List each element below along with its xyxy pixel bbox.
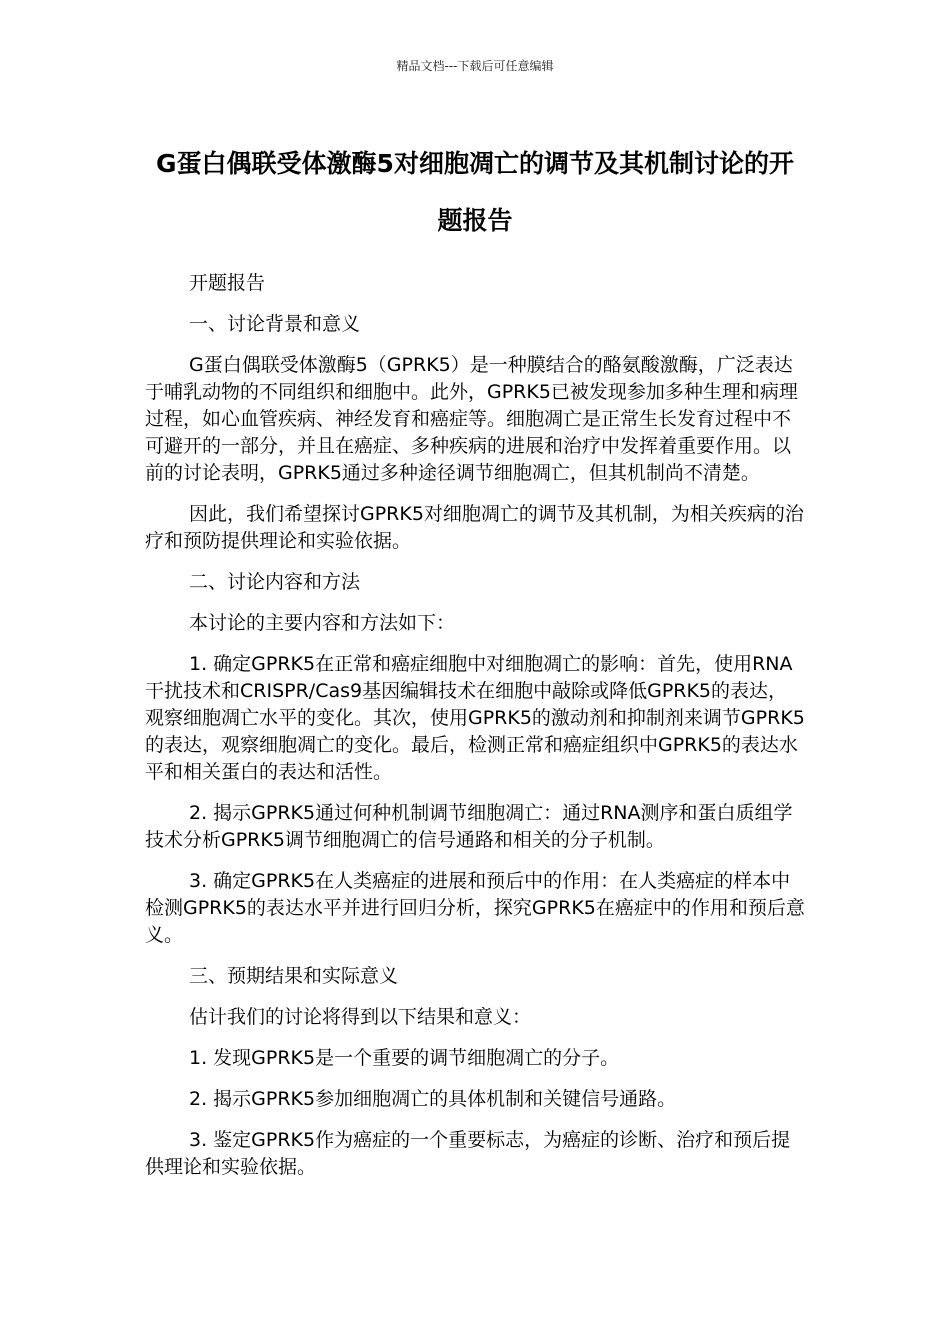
- section-heading-background: 一、讨论背景和意义: [189, 313, 361, 335]
- paragraph: G蛋白偶联受体激酶5（GPRK5）是一种膜结合的酪氨酸激酶，广泛表达于哺乳动物的不同组织和细胞中。此外，GPRK5已被发现参加多种生理和病理过程，如心血管疾病、神经发育和癌症等。细胞凋亡是正常生长发育过程中不可避开的一部分，并且在癌症、多种疾病的进展和治疗中发挥着重要作用。以前的讨论表明，GPRK5通过多种途径调节细胞凋亡，但其机制尚不清楚。: [145, 354, 798, 484]
- document-title: G蛋白偶联受体激酶5对细胞凋亡的调节及其机制讨论的开题报告: [156, 149, 794, 235]
- section-heading-expected-results: 三、预期结果和实际意义: [189, 965, 399, 987]
- list-item: 2. 揭示GPRK5参加细胞凋亡的具体机制和关键信号通路。: [189, 1088, 677, 1110]
- list-item: 3. 鉴定GPRK5作为癌症的一个重要标志，为癌症的诊断、治疗和预后提供理论和实验依据。: [145, 1129, 791, 1178]
- paragraph: 因此，我们希望探讨GPRK5对细胞凋亡的调节及其机制，为相关疾病的治疗和预防提供理论和实验依据。: [145, 503, 804, 552]
- document-body: [145, 270, 805, 1195]
- list-item: 1. 发现GPRK5是一个重要的调节细胞凋亡的分子。: [189, 1047, 620, 1069]
- paragraph: 估计我们的讨论将得到以下结果和意义：: [189, 1006, 532, 1028]
- list-item: 1. 确定GPRK5在正常和癌症细胞中对细胞凋亡的影响：首先，使用RNA干扰技术和CRISPR/Cas9基因编辑技术在细胞中敲除或降低GPRK5的表达，观察细胞凋亡水平的变化。其次，使用GPRK5的激动剂和抑制剂来调节GPRK5的表达，观察细胞凋亡的变化。最后，检测正常和癌症组织中GPRK5的表达水平和相关蛋白的表达和活性。: [145, 653, 805, 783]
- section-heading-opening: 开题报告: [189, 272, 266, 294]
- page-header: 精品文档---下载后可任意编辑: [396, 59, 554, 73]
- section-heading-content-methods: 二、讨论内容和方法: [189, 571, 361, 593]
- paragraph: 本讨论的主要内容和方法如下：: [189, 612, 456, 634]
- list-item: 3. 确定GPRK5在人类癌症的进展和预后中的作用：在人类癌症的样本中检测GPRK5的表达水平并进行回归分析，探究GPRK5在癌症中的作用和预后意义。: [145, 870, 805, 946]
- list-item: 2. 揭示GPRK5通过何种机制调节细胞凋亡：通过RNA测序和蛋白质组学技术分析GPRK5调节细胞凋亡的信号通路和相关的分子机制。: [145, 802, 793, 851]
